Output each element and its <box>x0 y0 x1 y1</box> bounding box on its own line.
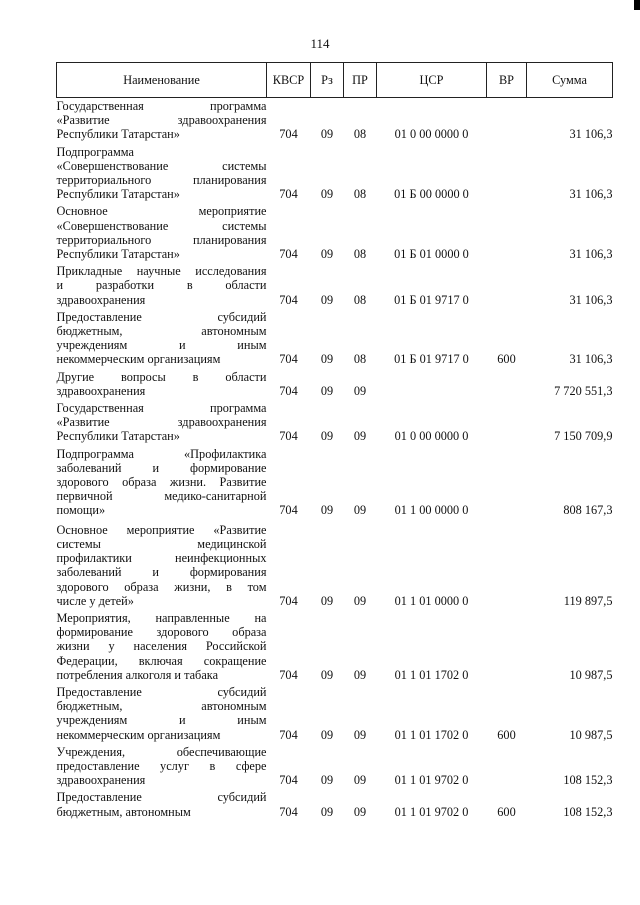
row-name-line: учреждениям и иным <box>56 338 267 353</box>
row-name <box>57 307 267 367</box>
row-name-line: Подпрограмма <box>56 144 134 159</box>
cell-csr: 01 Б 01 9717 0 <box>394 292 469 307</box>
table-row <box>57 518 613 608</box>
cell-pr: 09 <box>353 429 367 444</box>
cell-vr <box>487 261 527 307</box>
table-body <box>57 98 613 819</box>
cell-kvsr: 704 <box>279 503 298 518</box>
cell-kvsr: 704 <box>279 667 298 682</box>
row-name <box>57 201 267 261</box>
row-name <box>57 98 267 142</box>
cell-csr: 01 1 01 9702 0 <box>394 773 469 788</box>
row-name-line: Прикладные научные исследования <box>56 264 267 279</box>
row-name-line: Республики Татарстан» <box>56 429 180 444</box>
table-row <box>57 201 613 261</box>
table-row <box>57 742 613 788</box>
cell-vr <box>487 142 527 202</box>
row-name-line: Предоставление субсидий <box>56 790 267 805</box>
row-name-line: здравоохранения <box>56 292 146 307</box>
cell-csr: 01 0 00 0000 0 <box>394 127 469 142</box>
table-header-row <box>57 63 613 98</box>
table-row <box>57 367 613 398</box>
header-rz: Рз <box>311 63 344 98</box>
cell-csr: 01 1 01 1702 0 <box>394 667 469 682</box>
cell-csr: 01 1 01 1702 0 <box>394 727 469 742</box>
row-name-line: Федерации, включая сокращение <box>56 653 267 668</box>
cell-vr: 600 <box>497 352 516 367</box>
cell-vr <box>487 367 527 398</box>
cell-kvsr: 704 <box>279 187 298 202</box>
cell-pr: 09 <box>353 503 367 518</box>
cell-pr: 09 <box>353 727 367 742</box>
cell-sum: 119 897,5 <box>563 593 613 608</box>
cell-rz: 09 <box>320 352 334 367</box>
corner-mark <box>634 0 640 10</box>
cell-csr: 01 Б 00 0000 0 <box>394 187 469 202</box>
row-name-line: Предоставление субсидий <box>56 684 267 699</box>
table-row <box>57 261 613 307</box>
cell-pr: 09 <box>353 773 367 788</box>
cell-kvsr: 704 <box>279 429 298 444</box>
cell-rz: 09 <box>320 187 334 202</box>
row-name-line: предоставление услуг в сфере <box>56 758 267 773</box>
header-pr: ПР <box>344 63 377 98</box>
cell-pr: 08 <box>353 127 367 142</box>
table-row <box>57 682 613 742</box>
row-name-line: Государственная программа <box>56 401 267 416</box>
row-name-line: системы медицинской <box>56 536 267 551</box>
cell-rz: 09 <box>320 292 334 307</box>
header-vr: ВР <box>487 63 527 98</box>
row-name-line: профилактики неинфекционных <box>56 551 267 566</box>
cell-csr: 01 Б 01 9717 0 <box>394 352 469 367</box>
row-name-line: Учреждения, обеспечивающие <box>56 744 267 759</box>
row-name-line: первичной медико-санитарной <box>56 489 267 504</box>
row-name-line: учреждениям и иным <box>56 713 267 728</box>
cell-rz: 09 <box>320 127 334 142</box>
cell-pr: 08 <box>353 292 367 307</box>
row-name-line: Государственная программа <box>56 99 267 113</box>
row-name-line: числе у детей» <box>56 593 134 608</box>
row-name-line: бюджетным, автономным <box>56 324 267 339</box>
row-name-line: здорового образа жизни. Развитие <box>56 475 267 490</box>
row-name <box>57 261 267 307</box>
cell-sum: 108 152,3 <box>563 804 613 819</box>
cell-pr: 09 <box>353 383 367 398</box>
cell-kvsr: 704 <box>279 292 298 307</box>
row-name <box>57 787 267 818</box>
table-row <box>57 608 613 682</box>
table-row <box>57 787 613 818</box>
cell-kvsr: 704 <box>279 383 298 398</box>
cell-csr: 01 1 01 9702 0 <box>394 804 469 819</box>
row-name-line: бюджетным, автономным <box>56 699 267 714</box>
row-name-line: «Развитие здравоохранения <box>56 113 267 128</box>
header-name: Наименование <box>57 63 267 98</box>
table-row <box>57 307 613 367</box>
row-name <box>57 398 267 444</box>
cell-sum: 7 150 709,9 <box>554 429 613 444</box>
cell-sum: 31 106,3 <box>569 187 613 202</box>
table-row <box>57 98 613 142</box>
budget-table <box>56 62 613 819</box>
cell-kvsr: 704 <box>279 804 298 819</box>
row-name-line: Республики Татарстан» <box>56 127 180 142</box>
row-name-line: потребления алкоголя и табака <box>56 667 219 682</box>
cell-vr <box>487 201 527 261</box>
cell-csr: 01 1 00 0000 0 <box>394 503 469 518</box>
cell-vr <box>487 98 527 142</box>
cell-rz: 09 <box>320 429 334 444</box>
cell-pr: 08 <box>353 187 367 202</box>
row-name <box>57 518 267 608</box>
cell-sum: 7 720 551,3 <box>554 383 613 398</box>
cell-rz: 09 <box>320 503 334 518</box>
row-name-line: жизни у населения Российской <box>56 639 267 654</box>
row-name-line: «Развитие здравоохранения <box>56 415 267 430</box>
row-name-line: и разработки в области <box>56 278 267 293</box>
row-name-line: Подпрограмма «Профилактика <box>56 446 267 461</box>
row-name-line: Республики Татарстан» <box>56 247 180 262</box>
row-name-line: территориального планирования <box>56 232 267 247</box>
row-name-line: Основное мероприятие «Развитие <box>56 522 267 537</box>
cell-vr: 600 <box>497 727 516 742</box>
row-name-line: здравоохранения <box>56 773 146 788</box>
row-name-line: Другие вопросы в области <box>56 369 267 384</box>
cell-rz: 09 <box>320 727 334 742</box>
header-kvsr: КВСР <box>267 63 311 98</box>
cell-csr: 01 0 00 0000 0 <box>394 429 469 444</box>
row-name <box>57 682 267 742</box>
row-name-line: здравоохранения <box>56 383 146 398</box>
row-name-line: «Совершенствование системы <box>56 218 267 233</box>
row-name-line: «Совершенствование системы <box>56 158 267 173</box>
cell-rz: 09 <box>320 383 334 398</box>
cell-pr: 09 <box>353 593 367 608</box>
cell-sum: 10 987,5 <box>569 727 613 742</box>
cell-kvsr: 704 <box>279 727 298 742</box>
cell-vr: 600 <box>497 804 516 819</box>
table-row <box>57 142 613 202</box>
cell-pr: 08 <box>353 247 367 262</box>
row-name-line: Мероприятия, направленные на <box>56 610 267 625</box>
row-name-line: бюджетным, автономным <box>56 804 191 819</box>
cell-rz: 09 <box>320 804 334 819</box>
table-row <box>57 444 613 518</box>
row-name-line: здорового образа жизни, в том <box>56 579 267 594</box>
row-name-line: помощи» <box>56 503 106 518</box>
row-name-line: заболеваний и формирование <box>56 460 267 475</box>
page-number: 114 <box>310 36 330 51</box>
cell-vr <box>487 742 527 788</box>
row-name-line: заболеваний и формирования <box>56 565 267 580</box>
cell-sum: 31 106,3 <box>569 292 613 307</box>
cell-kvsr: 704 <box>279 247 298 262</box>
cell-sum: 31 106,3 <box>569 127 613 142</box>
cell-pr: 08 <box>353 352 367 367</box>
cell-sum: 108 152,3 <box>563 773 613 788</box>
cell-kvsr: 704 <box>279 593 298 608</box>
row-name-line: Предоставление субсидий <box>56 309 267 324</box>
row-name <box>57 608 267 682</box>
cell-rz: 09 <box>320 667 334 682</box>
cell-rz: 09 <box>320 593 334 608</box>
row-name-line: территориального планирования <box>56 173 267 188</box>
row-name-line: Республики Татарстан» <box>56 187 180 202</box>
cell-sum: 808 167,3 <box>563 503 613 518</box>
cell-sum: 10 987,5 <box>569 667 613 682</box>
row-name <box>57 142 267 202</box>
cell-sum: 31 106,3 <box>569 352 613 367</box>
header-sum: Сумма <box>527 63 613 98</box>
cell-csr: 01 1 01 0000 0 <box>394 593 469 608</box>
cell-csr <box>377 367 487 398</box>
cell-kvsr: 704 <box>279 352 298 367</box>
cell-vr <box>487 518 527 608</box>
row-name-line: Основное мероприятие <box>56 204 267 219</box>
cell-vr <box>487 398 527 444</box>
cell-pr: 09 <box>353 804 367 819</box>
row-name <box>57 742 267 788</box>
cell-pr: 09 <box>353 667 367 682</box>
row-name-line: некоммерческим организациям <box>56 352 221 367</box>
cell-rz: 09 <box>320 247 334 262</box>
row-name <box>57 367 267 398</box>
table-row <box>57 398 613 444</box>
cell-vr <box>487 608 527 682</box>
row-name-line: формирование здорового образа <box>56 625 267 640</box>
cell-sum: 31 106,3 <box>569 247 613 262</box>
cell-kvsr: 704 <box>279 127 298 142</box>
header-csr: ЦСР <box>377 63 487 98</box>
cell-vr <box>487 444 527 518</box>
cell-kvsr: 704 <box>279 773 298 788</box>
row-name-line: некоммерческим организациям <box>56 727 221 742</box>
cell-rz: 09 <box>320 773 334 788</box>
row-name <box>57 444 267 518</box>
cell-csr: 01 Б 01 0000 0 <box>394 247 469 262</box>
